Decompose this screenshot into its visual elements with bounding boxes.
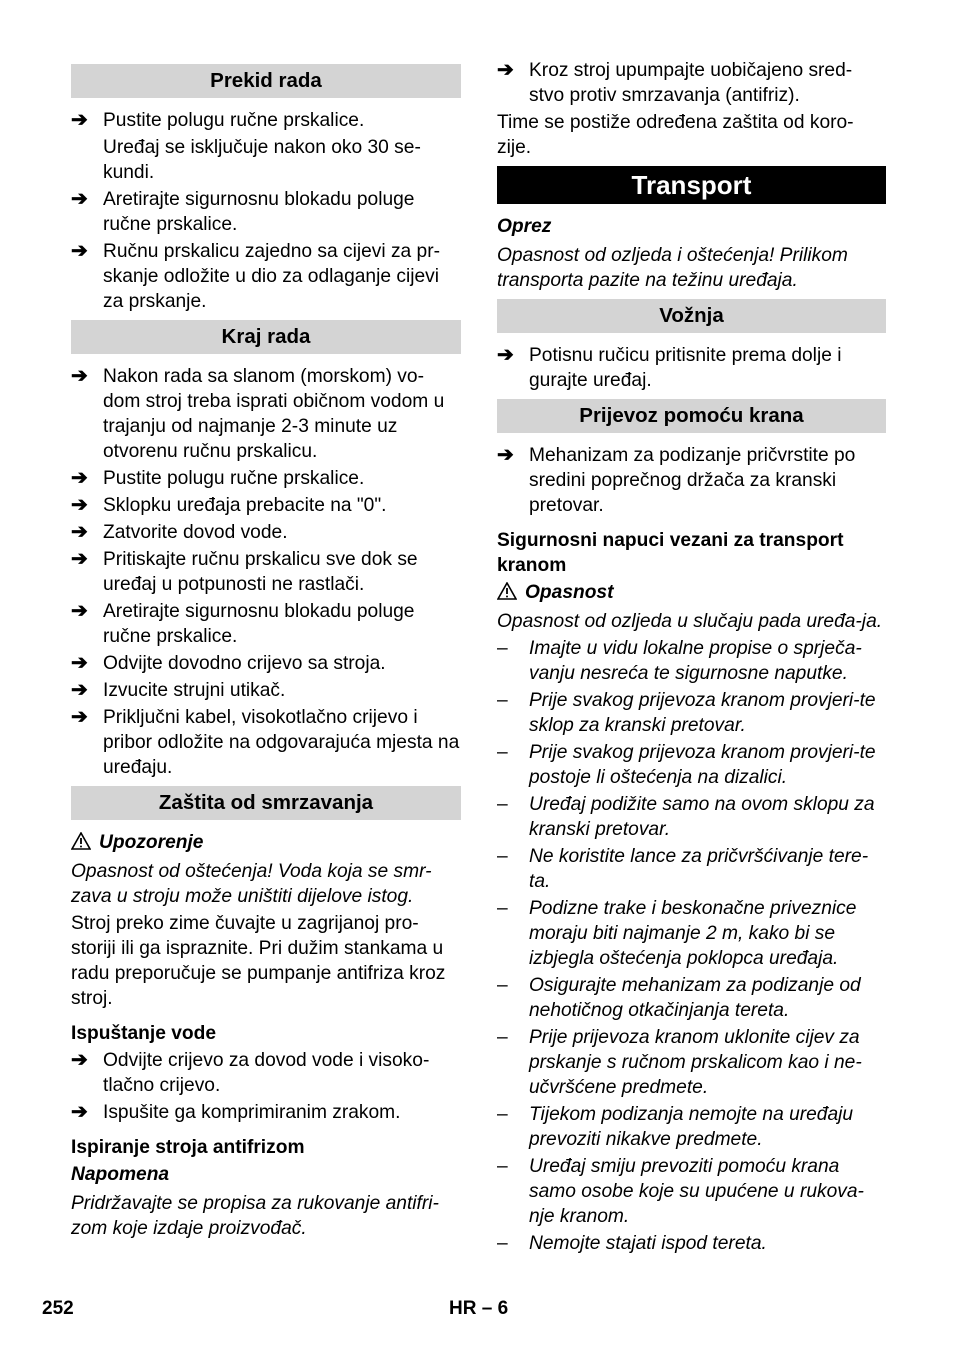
arrow-right-icon: ➔ bbox=[497, 59, 514, 81]
chapter-heading-transport: Transport bbox=[497, 166, 886, 204]
caution-label: Oprez bbox=[497, 216, 552, 237]
list-item: – Prije svakog prijevoza kranom provjeri-te sklop za kranski pretovar. bbox=[497, 690, 876, 736]
arrow-right-icon: ➔ bbox=[71, 679, 88, 701]
caution-text: Opasnost od ozljeda i oštećenja! Prilikom transporta pazite na težinu uređaja. bbox=[497, 245, 848, 291]
step: ➔ Nakon rada sa slanom (morskom) vo-dom stroj treba isprati običnom vodom u trajanju od najmanje 2-3 minute uz otvorenu ručnu prskalicu. bbox=[71, 365, 445, 462]
arrow-right-icon: ➔ bbox=[71, 706, 88, 728]
warning-text: Opasnost od oštećenja! Voda koja se smr-zava u stroju može uništiti dijelove istog. bbox=[71, 861, 432, 907]
step: ➔ Pritiskajte ručnu prskalicu sve dok se uređaj u potpunosti ne rastlači. bbox=[71, 548, 418, 595]
left-column bbox=[71, 58, 461, 1243]
list-item: – Uređaj smiju prevoziti pomoću krana samo osobe koje su upućene u rukova-nje kranom. bbox=[497, 1156, 864, 1227]
step: ➔ Potisnu ručicu pritisnite prema dolje i gurajte uređaj. bbox=[497, 344, 842, 391]
subheading-ispustanje: Ispuštanje vode bbox=[71, 1023, 217, 1044]
section-heading-prekid-rada: Prekid rada bbox=[71, 64, 461, 98]
list-item: – Uređaj podižite samo na ovom sklopu za kranski pretovar. bbox=[497, 794, 875, 840]
list-item: – Ne koristite lance za pričvršćivanje tere-ta. bbox=[497, 846, 869, 892]
section-heading-zastita: Zaštita od smrzavanja bbox=[71, 786, 461, 820]
step: ➔ Kroz stroj upumpajte uobičajeno sred-stvo protiv smrzavanja (antifriz). bbox=[497, 59, 853, 106]
arrow-right-icon: ➔ bbox=[71, 494, 88, 516]
arrow-right-icon: ➔ bbox=[71, 109, 88, 131]
list-item: – Prije prijevoza kranom uklonite cijev za prskanje s ručnom prskalicom kao i ne-učvršćene predmete. bbox=[497, 1027, 862, 1098]
list-item: – Tijekom podizanja nemojte na uređaju prevoziti nikakve predmete. bbox=[497, 1104, 854, 1150]
arrow-right-icon: ➔ bbox=[71, 467, 88, 489]
list-item: – Imajte u vidu lokalne propise o sprječa-vanju nesreća te sigurnosne naputke. bbox=[497, 638, 862, 684]
subheading-safety: Sigurnosni napuci vezani za transport kranom bbox=[497, 530, 844, 576]
note-text: Pridržavajte se propisa za rukovanje antifri-zom koje izdaje proizvođač. bbox=[71, 1193, 439, 1239]
arrow-right-icon: ➔ bbox=[71, 1101, 88, 1123]
step: ➔ Aretirajte sigurnosnu blokadu poluge ručne prskalice. bbox=[71, 188, 415, 235]
step: ➔ Pustite polugu ručne prskalice. bbox=[71, 109, 365, 131]
body-text: Stroj preko zime čuvajte u zagrijanoj pro-storiji ili ga ispraznite. Pri dužim stankama u radu preporučuje se pumpanje antifriza kroz stroj. bbox=[71, 913, 446, 1009]
arrow-right-icon: ➔ bbox=[71, 188, 88, 210]
danger-label: Opasnost bbox=[497, 580, 886, 605]
arrow-right-icon: ➔ bbox=[71, 1049, 88, 1071]
warning-triangle-icon bbox=[497, 582, 517, 600]
step: ➔ Aretirajte sigurnosnu blokadu poluge ručne prskalice. bbox=[71, 600, 415, 647]
list-item: – Osigurajte mehanizam za podizanje od nehotičnog otkačinjanja tereta. bbox=[497, 975, 861, 1021]
warning-label: Upozorenje bbox=[71, 830, 461, 855]
section-heading-kraj-rada: Kraj rada bbox=[71, 320, 461, 354]
body-text: Time se postiže određena zaštita od koro-zije. bbox=[497, 112, 854, 158]
section-marker: HR – 6 bbox=[449, 1298, 509, 1319]
arrow-right-icon: ➔ bbox=[71, 652, 88, 674]
step: ➔ Sklopku uređaja prebacite na "0". bbox=[71, 494, 387, 516]
page-number: 252 bbox=[42, 1298, 74, 1319]
arrow-right-icon: ➔ bbox=[71, 521, 88, 543]
step: ➔ Odvijte dovodno crijevo sa stroja. bbox=[71, 652, 386, 674]
step-note: Uređaj se isključuje nakon oko 30 se-kundi. bbox=[103, 137, 421, 183]
step: ➔ Zatvorite dovod vode. bbox=[71, 521, 288, 543]
step: ➔ Ručnu prskalicu zajedno sa cijevi za pr-skanje odložite u dio za odlaganje cijevi za prskanje. bbox=[71, 240, 440, 312]
right-column bbox=[497, 58, 886, 1258]
list-item: – Nemojte stajati ispod tereta. bbox=[497, 1233, 767, 1254]
arrow-right-icon: ➔ bbox=[71, 600, 88, 622]
step: ➔ Ispušite ga komprimiranim zrakom. bbox=[71, 1101, 401, 1123]
step: ➔ Priključni kabel, visokotlačno crijevo i pribor odložite na odgovarajuća mjesta na uređaju. bbox=[71, 706, 460, 778]
step: ➔ Mehanizam za podizanje pričvrstite po sredini poprečnog držača za kranski pretovar. bbox=[497, 444, 856, 516]
list-item: – Podizne trake i beskonačne priveznice moraju biti najmanje 2 m, kako bi se izbjegla oštećenja poklopca uređaja. bbox=[497, 898, 857, 969]
arrow-right-icon: ➔ bbox=[71, 548, 88, 570]
arrow-right-icon: ➔ bbox=[71, 240, 88, 262]
arrow-right-icon: ➔ bbox=[71, 365, 88, 387]
subheading-ispiranje: Ispiranje stroja antifrizom bbox=[71, 1137, 305, 1158]
warning-triangle-icon bbox=[71, 832, 91, 850]
section-heading-voznja: Vožnja bbox=[497, 299, 886, 333]
list-item: – Prije svakog prijevoza kranom provjeri-te postoje li oštećenja na dizalici. bbox=[497, 742, 876, 788]
danger-text: Opasnost od ozljeda u slučaju pada uređa-ja. bbox=[497, 611, 883, 632]
step: ➔ Izvucite strujni utikač. bbox=[71, 679, 286, 701]
arrow-right-icon: ➔ bbox=[497, 344, 514, 366]
arrow-right-icon: ➔ bbox=[497, 444, 514, 466]
step: ➔ Pustite polugu ručne prskalice. bbox=[71, 467, 365, 489]
note-label: Napomena bbox=[71, 1164, 170, 1185]
step: ➔ Odvijte crijevo za dovod vode i visoko-tlačno crijevo. bbox=[71, 1049, 430, 1096]
section-heading-kran: Prijevoz pomoću krana bbox=[497, 399, 886, 433]
